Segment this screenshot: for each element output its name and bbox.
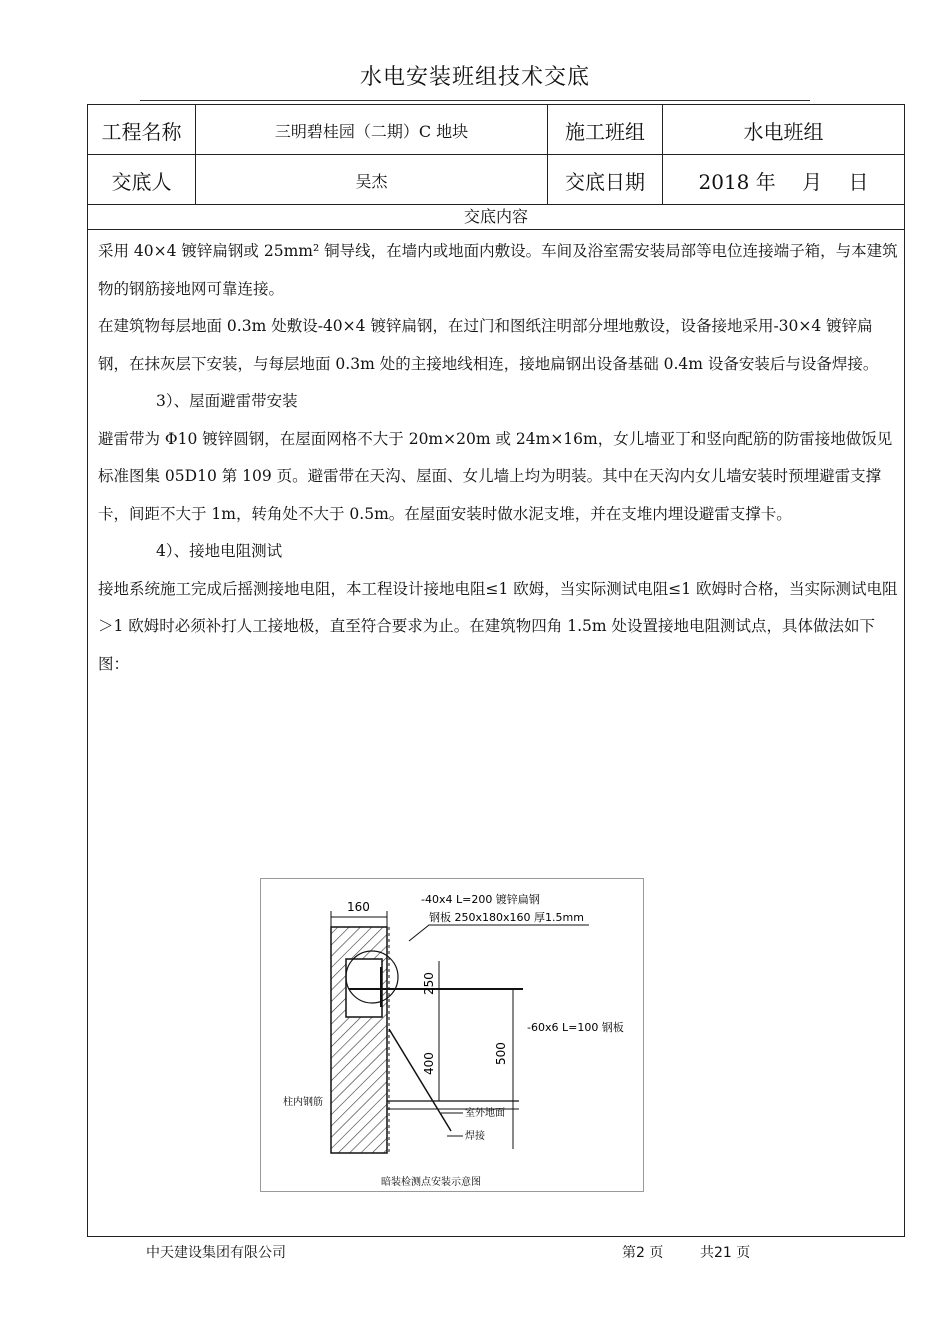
column-divider <box>195 105 196 205</box>
header-row-1 <box>88 105 904 155</box>
paragraph-equipotential: 采用 40×4 镀锌扁钢或 25mm² 铜导线，在墙内或地面内敷设。车间及浴室需安装局部等电位连接端子箱，与本建筑物的钢筋接地网可靠连接。 <box>98 242 898 298</box>
section-heading-resistance-test: 4）、接地电阻测试 <box>156 542 283 560</box>
disclosure-content <box>98 233 898 683</box>
document-title: 水电安装班组技术交底 <box>359 65 590 90</box>
dim-400-text: 400 <box>422 1052 436 1075</box>
content-header-row <box>88 205 904 230</box>
title-underline <box>140 100 810 101</box>
dim-250-text: 250 <box>422 972 436 995</box>
footer-company: 中天建设集团有限公司 <box>146 1245 286 1261</box>
diagram-svg <box>261 879 643 1191</box>
presenter-label: 交底人 <box>111 169 172 194</box>
label-weld: 焊接 <box>465 1131 485 1142</box>
content-label: 交底内容 <box>463 207 528 226</box>
disclosure-form <box>87 104 905 1237</box>
grounding-conductor <box>389 1029 451 1131</box>
section-heading-lightning-belt: 3）、屋面避雷带安装 <box>156 392 298 410</box>
label-steel-plate: 钢板 250x180x160 厚1.5mm <box>429 911 584 924</box>
project-name-label: 工程名称 <box>101 119 182 144</box>
footer-page-total: 共21 页 <box>700 1245 751 1261</box>
team-value: 水电班组 <box>743 119 824 144</box>
leader-steel-plate <box>409 925 589 941</box>
project-name-value: 三明碧桂园（二期）C 地块 <box>274 121 469 141</box>
paragraph-lightning-belt: 避雷带为 Φ10 镀锌圆钢，在屋面网格不大于 20m×20m 或 24m×16m，女儿墙亚丁和竖向配筋的防雷接地做饭见标准图集 05D10 第 109 页。避雷带在天沟、屋面、女儿墙上均为明装。其中在天沟内女儿墙安装时预埋避雷支撑卡，间距不大于 1m，转角处不大于 0.5m。在屋面安装时做水泥支堆，并在支堆内埋设避雷支撑卡。 <box>98 429 893 523</box>
column-divider <box>547 105 548 205</box>
dim-160-text: 160 <box>347 900 370 914</box>
paragraph-floor-grounding: 在建筑物每层地面 0.3m 处敷设-40×4 镀锌扁钢，在过门和图纸注明部分埋地敷设，设备接地采用-30×4 镀锌扁钢，在抹灰层下安装，与每层地面 0.3m 处的主接地线相连，接地扁钢出设备基础 0.4m 设备安装后与设备焊接。 <box>98 317 879 373</box>
team-label: 施工班组 <box>565 119 645 144</box>
paragraph-resistance-test: 接地系统施工完成后摇测接地电阻，本工程设计接地电阻≤1 欧姆，当实际测试电阻≤1 欧姆时合格，当实际测试电阻＞1 欧姆时必须补打人工接地极，直至符合要求为止。在建筑物四角 1.5m 处设置接地电阻测试点，具体做法如下图： <box>98 579 898 673</box>
figure-caption: 暗装检测点安装示意图 <box>381 1177 481 1188</box>
label-flat-steel: -40x4 L=200 镀锌扁钢 <box>421 893 540 906</box>
label-outdoor-ground: 室外地面 <box>465 1108 505 1119</box>
column-divider <box>662 105 663 205</box>
date-label: 交底日期 <box>565 169 645 194</box>
dim-500-text: 500 <box>494 1042 508 1065</box>
label-plate-60: -60x6 L=100 钢板 <box>527 1021 624 1034</box>
date-value: 2018 年 月 日 <box>698 169 869 194</box>
header-row-2 <box>88 155 904 205</box>
presenter-value: 吴杰 <box>355 171 388 191</box>
label-column-rebar: 柱内钢筋 <box>283 1097 323 1108</box>
test-point-diagram <box>260 878 644 1192</box>
footer-page-current: 第2 页 <box>622 1245 664 1261</box>
